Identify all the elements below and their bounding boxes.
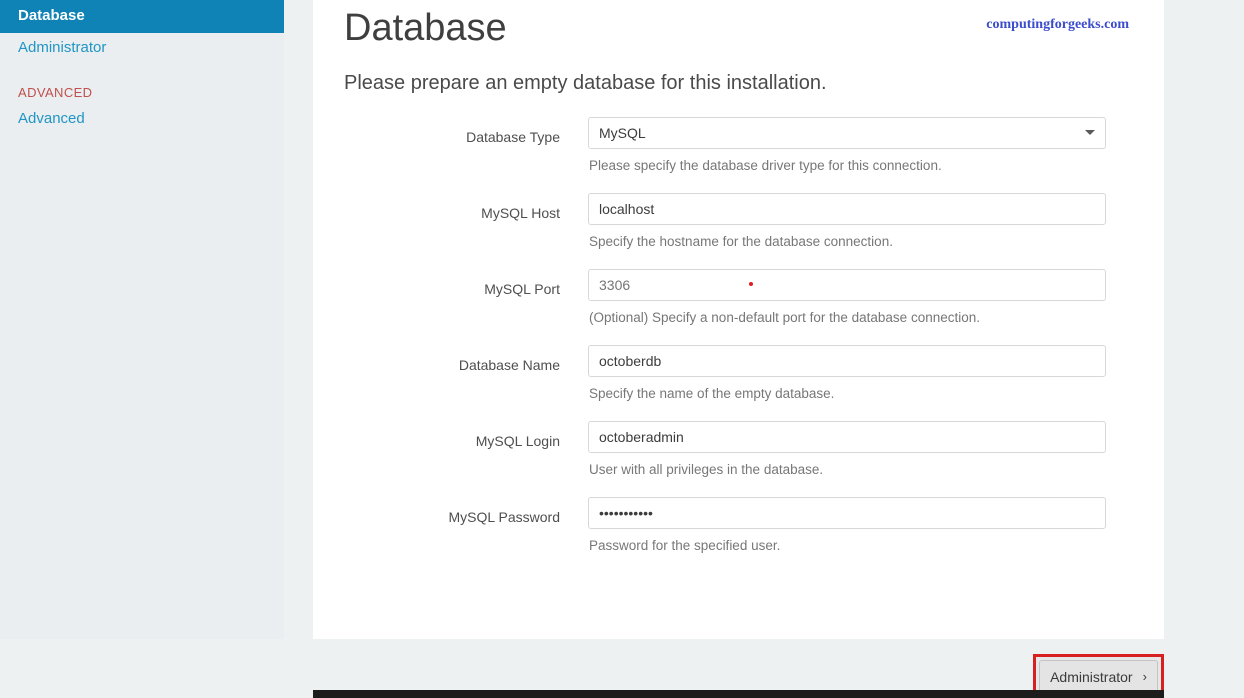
sidebar-section-advanced: ADVANCED xyxy=(18,85,93,100)
field-control xyxy=(588,421,1106,497)
database-form xyxy=(313,117,1164,573)
page-subtitle: Please prepare an empty database for this installation. xyxy=(344,72,827,94)
field-hint: Specify the hostname for the database connection. xyxy=(589,234,893,249)
field-label: MySQL Port xyxy=(484,281,560,297)
field-hint: Please specify the database driver type for this connection. xyxy=(589,158,942,173)
field-hint: Specify the name of the empty database. xyxy=(589,386,835,401)
database-name-input[interactable] xyxy=(588,345,1106,377)
field-label: Database Name xyxy=(458,357,560,373)
field-control xyxy=(588,117,1106,193)
mysql-login-input[interactable] xyxy=(588,421,1106,453)
database-type-select-wrap[interactable] xyxy=(588,117,1106,149)
mysql-host-input[interactable] xyxy=(588,193,1106,225)
field-label: MySQL Login xyxy=(475,433,560,449)
field-control xyxy=(588,345,1106,421)
database-type-select[interactable] xyxy=(588,117,1106,149)
chevron-right-icon: › xyxy=(1142,669,1147,684)
page-title: Database xyxy=(344,7,507,49)
field-mysql-port xyxy=(313,269,1164,345)
field-control xyxy=(588,497,1106,573)
field-hint: Password for the specified user. xyxy=(589,538,781,553)
bottom-edge xyxy=(313,690,1164,698)
next-administrator-button[interactable] xyxy=(1039,660,1158,693)
mysql-port-input[interactable] xyxy=(588,269,1106,301)
right-margin-strip xyxy=(1164,0,1244,698)
sidebar xyxy=(0,0,284,698)
field-label: MySQL Password xyxy=(448,509,560,525)
main-panel xyxy=(313,0,1164,639)
field-database-name xyxy=(313,345,1164,421)
sidebar-item-administrator[interactable] xyxy=(0,33,284,63)
sidebar-item-label: Administrator xyxy=(18,39,107,56)
field-control xyxy=(588,193,1106,269)
field-database-type xyxy=(313,117,1164,193)
mysql-password-input[interactable] xyxy=(588,497,1106,529)
sidebar-item-label: Database xyxy=(18,7,85,24)
sidebar-item-label: Advanced xyxy=(18,110,85,127)
field-label: Database Type xyxy=(466,129,560,145)
next-button-label: Administrator xyxy=(1050,668,1133,685)
field-mysql-password xyxy=(313,497,1164,573)
site-credit-watermark: computingforgeeks.com xyxy=(986,17,1129,32)
field-control xyxy=(588,269,1106,345)
field-hint: (Optional) Specify a non-default port for the database connection. xyxy=(589,310,980,325)
sidebar-item-database[interactable] xyxy=(0,0,284,33)
field-hint: User with all privileges in the database. xyxy=(589,462,824,477)
field-label: MySQL Host xyxy=(481,205,560,221)
field-mysql-host xyxy=(313,193,1164,269)
cursor-dot xyxy=(749,282,753,286)
field-mysql-login xyxy=(313,421,1164,497)
sidebar-item-advanced[interactable] xyxy=(0,104,284,134)
